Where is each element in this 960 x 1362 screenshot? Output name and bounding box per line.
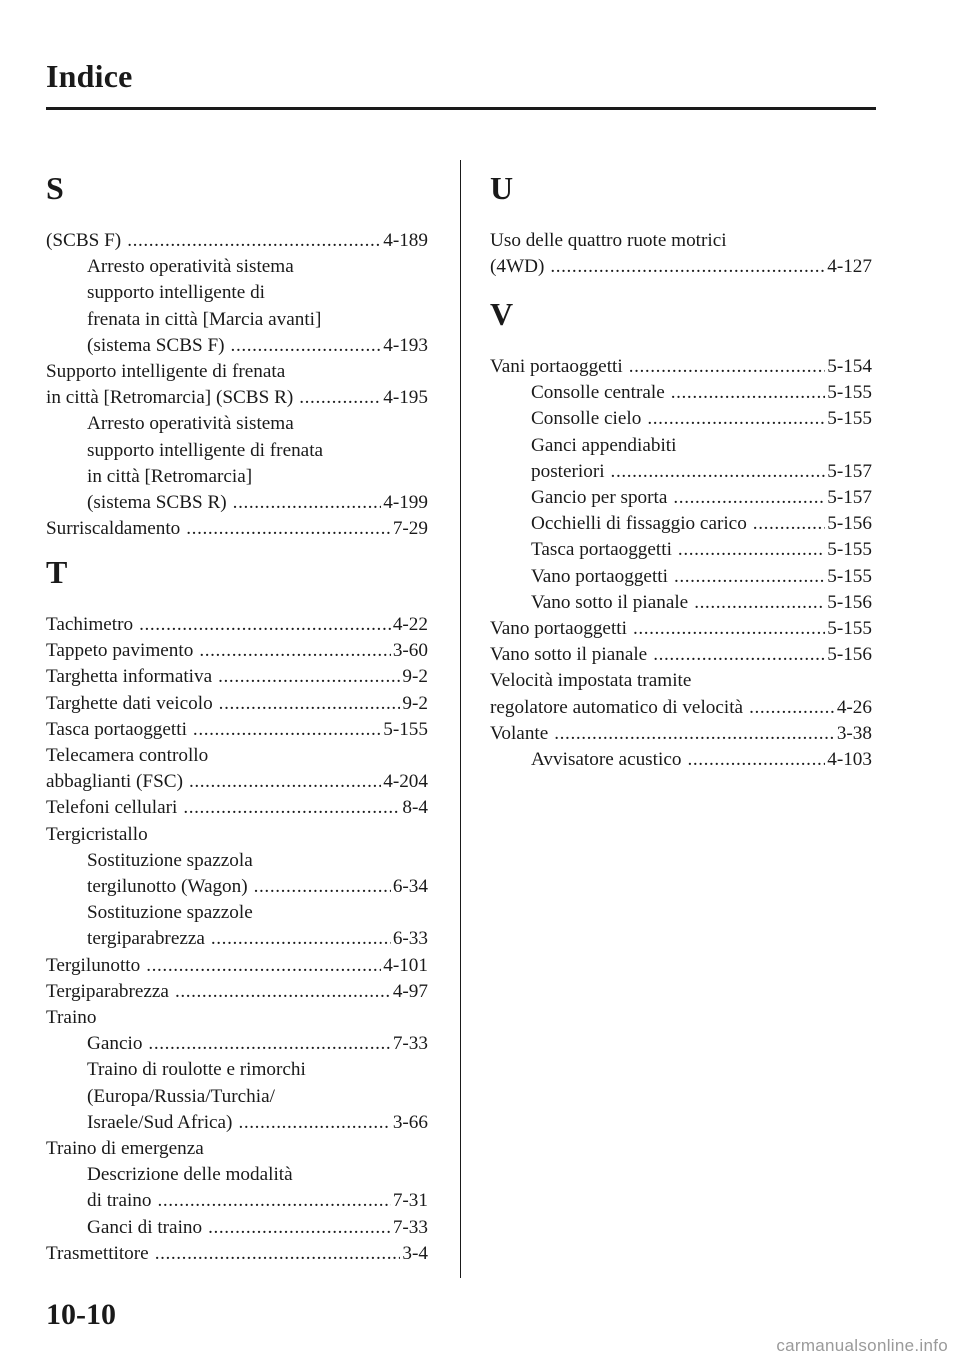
dot-leader	[148, 1031, 390, 1057]
dot-leader	[139, 612, 391, 638]
index-entry-text: Tergiparabrezza	[46, 980, 169, 1002]
index-entry-text: Sostituzione spazzola	[87, 849, 253, 871]
watermark-text: carmanualsonline.info	[776, 1336, 948, 1355]
dot-leader	[199, 638, 391, 664]
dot-leader	[653, 642, 825, 668]
index-entry-text: supporto intelligente di frenata	[87, 439, 324, 461]
dot-leader	[647, 406, 825, 432]
index-entry-page: 5-157	[827, 460, 872, 482]
index-entry	[490, 485, 872, 511]
dot-leader	[674, 564, 825, 590]
index-entry	[46, 516, 428, 542]
index-entry-text: Tachimetro	[46, 614, 134, 635]
index-entry	[490, 228, 872, 254]
dot-leader	[629, 354, 826, 380]
index-entry	[46, 1084, 428, 1110]
section-letter-v: V	[490, 296, 514, 332]
dot-leader	[231, 333, 382, 359]
index-entry-page: 6-33	[392, 928, 428, 950]
index-entry-text: Gancio	[87, 1033, 143, 1055]
index-entry-page: 6-34	[392, 876, 428, 897]
index-entry-text: Avvisatore acustico	[531, 749, 682, 770]
index-entry-text: Arresto operatività sistema	[87, 256, 294, 278]
index-entry-text: Ganci appendiabiti	[531, 434, 677, 456]
index-entry	[490, 254, 872, 280]
index-entry	[46, 926, 428, 952]
index-entry	[46, 848, 428, 874]
index-entry-text: (sistema SCBS R)	[87, 492, 227, 513]
index-entry-text: Tergilunotto	[46, 954, 141, 976]
index-entry-page: 9-2	[402, 666, 428, 688]
index-entry	[46, 953, 428, 979]
index-entry	[46, 1136, 428, 1162]
index-entry	[46, 717, 428, 743]
dot-leader	[633, 616, 825, 642]
index-entry	[490, 616, 872, 642]
index-entry-text: Traino di roulotte e rimorchi	[87, 1059, 306, 1081]
index-entry-page: 7-33	[392, 1033, 428, 1055]
index-entry-text: Vano sotto il pianale	[490, 644, 648, 666]
dot-leader	[157, 1188, 390, 1214]
index-entry	[46, 638, 428, 664]
index-entry-text: Israele/Sud Africa)	[87, 1111, 233, 1133]
index-entry	[46, 822, 428, 848]
index-entry-page: 9-2	[402, 692, 428, 714]
dot-leader	[678, 537, 825, 563]
index-entry-page: 5-156	[827, 513, 872, 535]
index-entry	[490, 668, 872, 694]
index-entry-text: supporto intelligente di	[87, 282, 265, 304]
dot-leader	[299, 385, 381, 411]
index-entry	[46, 1241, 428, 1267]
index-entry	[46, 464, 428, 490]
index-entry-text: regolatore automatico di velocità	[490, 696, 744, 718]
index-entry-text: tergiparabrezza	[87, 928, 205, 950]
dot-leader	[211, 926, 391, 952]
dot-leader	[155, 1241, 401, 1267]
index-entry-page: 3-4	[402, 1242, 428, 1264]
dot-leader	[146, 953, 381, 979]
dot-leader	[218, 664, 400, 690]
index-entry-text: (SCBS F)	[46, 230, 122, 251]
index-entry-page: 4-26	[836, 696, 872, 718]
index-entry-page: 5-155	[827, 382, 872, 404]
index-entry	[490, 459, 872, 485]
index-entry-page: 4-193	[383, 334, 428, 356]
index-entry-page: 4-103	[827, 749, 872, 770]
dot-leader	[671, 380, 826, 406]
index-entry	[46, 1162, 428, 1188]
index-entry-text: Vani portaoggetti	[490, 356, 623, 377]
dot-leader	[175, 979, 391, 1005]
index-entry	[46, 1110, 428, 1136]
dot-leader	[208, 1215, 391, 1241]
index-entry-page: 3-66	[392, 1111, 428, 1133]
index-entry	[490, 354, 872, 380]
index-entry-text: Velocità impostata tramite	[490, 670, 692, 692]
index-entry-text: Supporto intelligente di frenata	[46, 361, 286, 382]
index-entry	[490, 590, 872, 616]
section-letter-s: S	[46, 170, 64, 206]
index-entry-text: Telecamera controllo	[46, 745, 209, 766]
index-entry	[46, 612, 428, 638]
index-entry	[490, 721, 872, 747]
index-entry-text: Consolle centrale	[531, 382, 665, 404]
index-entry-text: Traino	[46, 1007, 97, 1028]
index-entry	[46, 490, 428, 516]
index-entry	[490, 747, 872, 773]
index-entry-text: Sostituzione spazzole	[87, 902, 253, 924]
index-entry-page: 3-60	[392, 640, 428, 662]
index-entry-text: posteriori	[531, 460, 605, 482]
dot-leader	[127, 228, 381, 254]
index-entry-text: Traino di emergenza	[46, 1138, 204, 1159]
index-entry	[46, 228, 428, 254]
index-entry-page: 5-156	[827, 644, 872, 666]
index-entry-text: (4WD)	[490, 256, 545, 278]
dot-leader	[233, 490, 382, 516]
index-entry-page: 7-33	[392, 1216, 428, 1238]
index-entry	[46, 769, 428, 795]
index-entry	[46, 979, 428, 1005]
index-entry-text: Consolle cielo	[531, 408, 642, 430]
index-entry-page: 5-155	[827, 408, 872, 430]
index-entry-text: Occhielli di fissaggio carico	[531, 513, 747, 535]
index-entry	[46, 411, 428, 437]
dot-leader	[219, 691, 401, 717]
dot-leader	[749, 695, 835, 721]
index-entry-page: 4-97	[392, 980, 428, 1002]
index-entry-page: 3-38	[836, 722, 872, 744]
index-entry	[46, 1188, 428, 1214]
index-entry-text: Targhetta informativa	[46, 666, 213, 688]
index-entry-text: Tasca portaoggetti	[46, 718, 187, 740]
dot-leader	[753, 511, 825, 537]
dot-leader	[611, 459, 826, 485]
index-entry-page: 4-101	[383, 954, 428, 976]
dot-leader	[183, 795, 400, 821]
index-entry	[490, 511, 872, 537]
page-number: 10-10	[46, 1298, 116, 1331]
dot-leader	[193, 717, 381, 743]
dot-leader	[186, 516, 391, 542]
index-entry	[46, 743, 428, 769]
index-entry-page: 5-157	[827, 487, 872, 508]
index-entry-page: 5-154	[827, 356, 872, 377]
dot-leader	[254, 874, 391, 900]
index-entry-page: 4-22	[392, 614, 428, 635]
index-entry-page: 7-29	[392, 518, 428, 540]
index-entry	[46, 874, 428, 900]
index-entry-text: in città [Retromarcia]	[87, 465, 253, 487]
index-entry-text: Descrizione delle modalità	[87, 1164, 293, 1186]
index-entry	[46, 691, 428, 717]
index-entry-page: 5-155	[383, 718, 428, 740]
index-entry-text: (Europa/Russia/Turchia/	[87, 1085, 275, 1107]
section-letter-u: U	[490, 170, 514, 206]
index-entry-text: Vano portaoggetti	[531, 565, 668, 587]
index-entry-page: 7-31	[392, 1190, 428, 1212]
index-entry	[490, 537, 872, 563]
index-entry	[46, 333, 428, 359]
index-entry	[46, 900, 428, 926]
index-entry-page: 4-195	[383, 387, 428, 409]
index-entry-page: 5-156	[827, 591, 872, 613]
dot-leader	[550, 254, 825, 280]
index-entry	[490, 433, 872, 459]
dot-leader	[554, 721, 835, 747]
index-entry-page: 5-155	[827, 539, 872, 561]
index-entry-page: 8-4	[402, 797, 428, 819]
index-entry	[46, 359, 428, 385]
index-entry-text: abbaglianti (FSC)	[46, 771, 183, 793]
index-entry-page: 4-204	[383, 771, 428, 793]
index-entry-page: 4-199	[383, 492, 428, 513]
index-entry-text: Ganci di traino	[87, 1216, 203, 1238]
index-entry-text: Trasmettitore	[46, 1242, 149, 1264]
index-entry	[490, 406, 872, 432]
index-entry	[46, 795, 428, 821]
page-header-title: Indice	[46, 58, 133, 94]
index-entry-page: 5-155	[827, 565, 872, 587]
section-letter-t: T	[46, 554, 68, 590]
index-entry-text: Vano portaoggetti	[490, 618, 627, 639]
index-entry	[46, 254, 428, 280]
index-entry-text: Telefoni cellulari	[46, 797, 178, 819]
index-entry	[46, 280, 428, 306]
index-entry	[46, 664, 428, 690]
index-entry-text: Surriscaldamento	[46, 518, 181, 540]
header-rule	[46, 107, 876, 110]
index-entry-text: Tergicristallo	[46, 823, 148, 845]
index-entry	[490, 564, 872, 590]
dot-leader	[694, 590, 825, 616]
index-entry	[46, 307, 428, 333]
index-entry	[46, 438, 428, 464]
index-entry-text: Gancio per sporta	[531, 487, 668, 508]
index-entry-text: Volante	[490, 722, 549, 744]
index-entry	[46, 1031, 428, 1057]
index-entry-page: 4-189	[383, 230, 428, 251]
index-entry-text: Vano sotto il pianale	[531, 591, 689, 613]
index-entry-text: tergilunotto (Wagon)	[87, 876, 248, 897]
index-entry	[490, 642, 872, 668]
index-entry	[46, 1005, 428, 1031]
index-entry-page: 5-155	[827, 618, 872, 639]
index-entry-text: frenata in città [Marcia avanti]	[87, 308, 322, 330]
index-entry	[46, 1057, 428, 1083]
dot-leader	[673, 485, 825, 511]
index-entry-page: 4-127	[827, 256, 872, 278]
index-entry	[490, 380, 872, 406]
dot-leader	[238, 1110, 390, 1136]
index-entry	[46, 1215, 428, 1241]
column-divider	[460, 160, 461, 1278]
dot-leader	[189, 769, 381, 795]
index-entry-text: in città [Retromarcia] (SCBS R)	[46, 387, 294, 409]
index-entry-text: (sistema SCBS F)	[87, 334, 225, 356]
index-entry-text: Tappeto pavimento	[46, 640, 194, 662]
index-entry	[490, 695, 872, 721]
index-entry	[46, 385, 428, 411]
index-entry-text: Targhette dati veicolo	[46, 692, 213, 714]
index-entry-text: Arresto operatività sistema	[87, 413, 294, 435]
dot-leader	[687, 747, 825, 773]
index-entry-text: Tasca portaoggetti	[531, 539, 672, 561]
index-entry-text: di traino	[87, 1190, 152, 1212]
index-entry-text: Uso delle quattro ruote motrici	[490, 230, 727, 251]
